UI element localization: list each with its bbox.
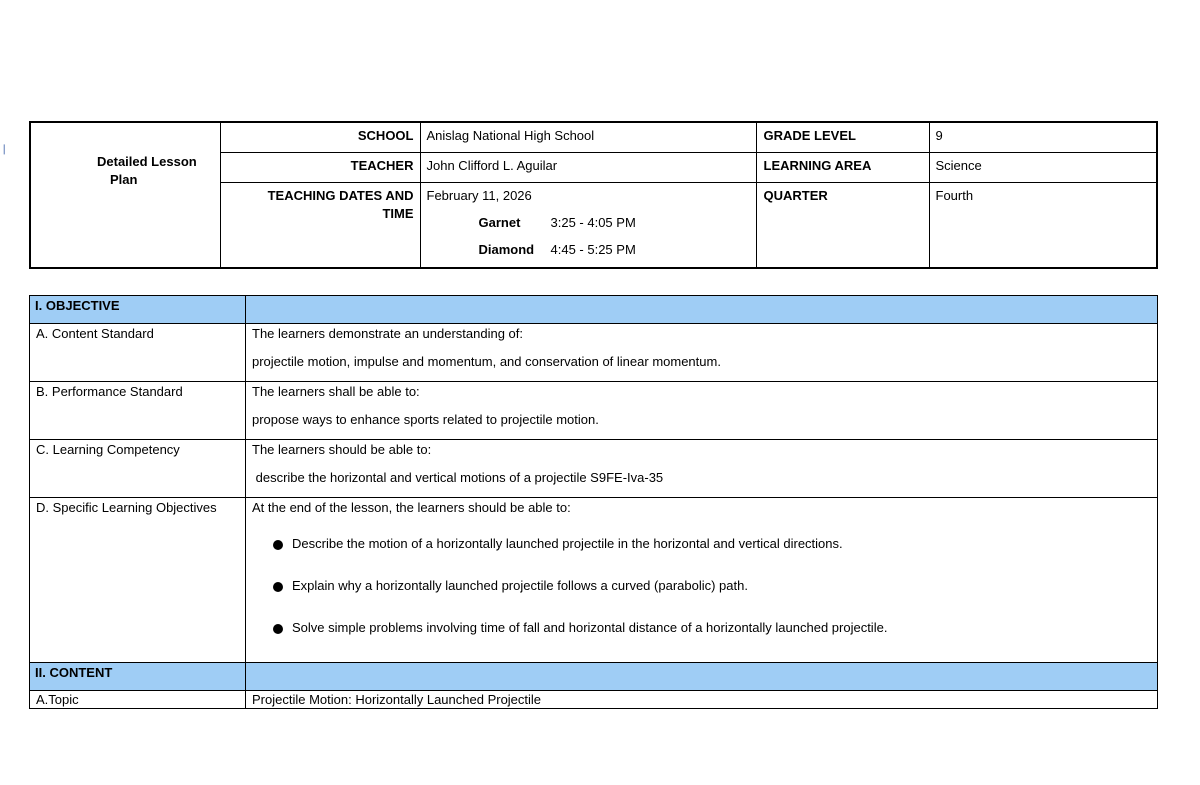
teaching-dates-label (220, 182, 420, 268)
objective-heading: I. OBJECTIVE (35, 298, 120, 313)
table-row (30, 382, 1158, 440)
quarter-label: QUARTER (756, 182, 929, 268)
learning-competency-intro: The learners should be able to: (252, 442, 432, 457)
content-standard-cell (246, 324, 1158, 382)
performance-standard-label: B. Performance Standard (30, 382, 246, 440)
teaching-dates-value (420, 182, 756, 268)
learning-competency-cell (246, 440, 1158, 498)
grade-level-value: 9 (929, 122, 1157, 152)
table-row (30, 691, 1158, 709)
content-section-header (30, 663, 1158, 691)
learning-competency-label: C. Learning Competency (30, 440, 246, 498)
bullet-icon (273, 582, 283, 592)
objective-section-header (30, 296, 1158, 324)
performance-standard-cell (246, 382, 1158, 440)
teaching-dates-label-line2: TIME (382, 205, 414, 221)
objective-text: Solve simple problems involving time of fall and horizontal distance of a horizontally launched projectile. (292, 620, 888, 635)
bookmark-icon: ❘ (0, 144, 9, 155)
specific-objectives-cell (246, 498, 1158, 663)
lesson-plan-header-table (29, 121, 1158, 269)
quarter-value: Fourth (929, 182, 1157, 268)
session-time: 3:25 - 4:05 PM (550, 214, 636, 230)
teacher-label: TEACHER (220, 152, 420, 182)
table-row (30, 324, 1158, 382)
teaching-dates-label-line1: TEACHING DATES AND (267, 187, 414, 203)
list-item (252, 578, 1157, 594)
learning-area-label: LEARNING AREA (756, 152, 929, 182)
objective-text: Describe the motion of a horizontally launched projectile in the horizontal and vertical directions. (292, 536, 843, 551)
session-name: Diamond (478, 241, 535, 257)
bullet-icon (273, 624, 283, 634)
learning-competency-text: describe the horizontal and vertical motions of a projectile S9FE-Iva-35 (252, 470, 664, 485)
list-item (252, 536, 1157, 552)
table-row (30, 498, 1158, 663)
bullet-icon (273, 540, 283, 550)
document-title-line2: Plan (110, 172, 138, 187)
content-heading: II. CONTENT (35, 665, 113, 680)
content-standard-intro: The learners demonstrate an understanding of: (252, 326, 524, 341)
teacher-value: John Clifford L. Aguilar (420, 152, 756, 182)
topic-label: A.Topic (30, 691, 246, 709)
list-item (252, 620, 1157, 636)
document-title-cell (30, 122, 220, 268)
objective-text: Explain why a horizontally launched projectile follows a curved (parabolic) path. (292, 578, 748, 593)
content-standard-label: A. Content Standard (30, 324, 246, 382)
topic-value: Projectile Motion: Horizontally Launched Projectile (246, 691, 1158, 709)
school-value: Anislag National High School (420, 122, 756, 152)
school-label: SCHOOL (220, 122, 420, 152)
learning-area-value: Science (929, 152, 1157, 182)
document-title-line1: Detailed Lesson (97, 154, 197, 169)
performance-standard-text: propose ways to enhance sports related to projectile motion. (252, 412, 599, 427)
specific-objectives-intro: At the end of the lesson, the learners should be able to: (252, 500, 571, 515)
session-time: 4:45 - 5:25 PM (550, 241, 636, 257)
grade-level-label: GRADE LEVEL (756, 122, 929, 152)
date-value: February 11, 2026 (426, 187, 532, 203)
session-row-diamond (427, 241, 756, 259)
session-name: Garnet (478, 214, 521, 230)
table-row (30, 440, 1158, 498)
specific-objectives-label: D. Specific Learning Objectives (30, 498, 246, 663)
lesson-plan-body-table (29, 295, 1158, 709)
specific-objectives-list (252, 536, 1157, 636)
session-row-garnet (427, 214, 756, 232)
content-standard-text: projectile motion, impulse and momentum, and conservation of linear momentum. (252, 354, 721, 369)
performance-standard-intro: The learners shall be able to: (252, 384, 420, 399)
